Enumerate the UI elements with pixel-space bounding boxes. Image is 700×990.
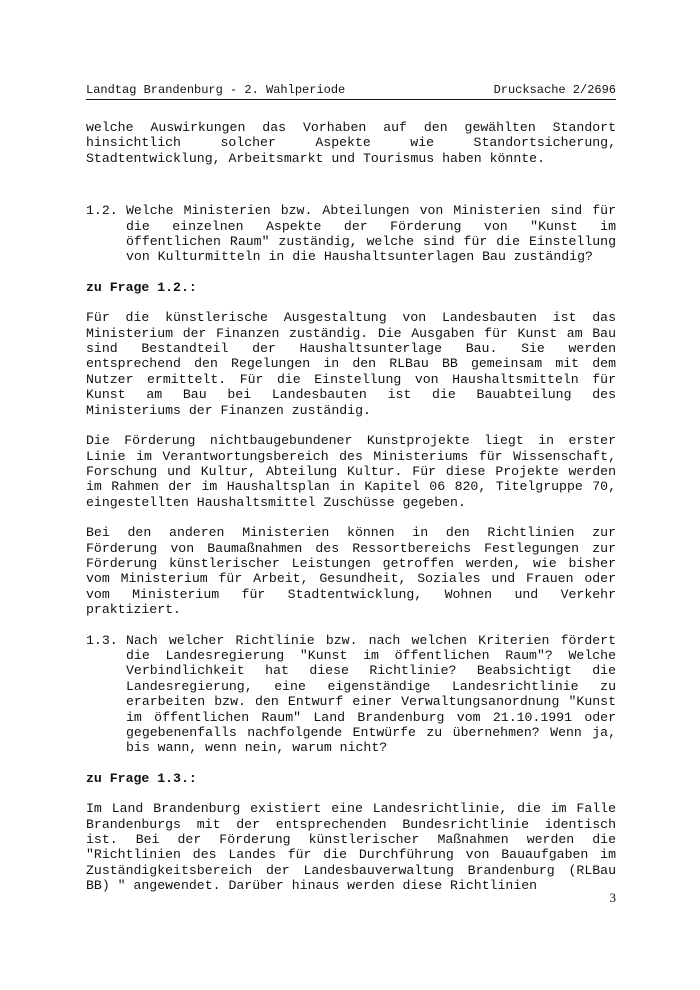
question-1-2	[86, 203, 616, 265]
question-number: 1.3.	[86, 632, 118, 648]
spacer	[86, 181, 616, 203]
answer-heading-1-2: zu Frage 1.2.:	[86, 279, 197, 295]
header-parliament: Landtag Brandenburg - 2. Wahlperiode	[86, 83, 346, 97]
question-text: Nach welcher Richtlinie bzw. nach welchen Kriterien fördert die Landesregierung "Kunst im öffentlichen Raum"? Welche Verbindlichkeit hat diese Richtlinie? Beabsichtigt die Landesregierung, eine eigenständige Landesrichtlinie zu erarbeiten bzw. den Entwurf einer Verwaltungsanordnung "Kunst im öffentlichen Raum" Land Brandenburg vom 21.10.1991 oder gegebenenfalls nachfolgende Entwürfe zu übernehmen? Wenn ja, bis wann, wenn nein, warum nicht?	[126, 632, 616, 756]
answer-paragraph: Bei den anderen Ministerien können in den Richtlinien zur Förderung von Baumaßnahmen des Ressortbereichs Festlegungen zur Förderung künstlerischer Leistungen getroffen werden, wie bisher vom Ministerium für Arbeit, Gesundheit, Soziales und Frauen oder vom Ministerium für Stadtentwicklung, Wohnen und Verkehr praktiziert.	[86, 525, 616, 618]
page-number: 3	[609, 890, 616, 905]
answer-paragraph: Im Land Brandenburg existiert eine Landesrichtlinie, die im Falle Brandenburgs mit der entsprechenden Bundesrichtlinie identisch ist. Bei der Förderung künstlerischer Maßnahmen werden die "Richtlinien des Landes für die Durchführung von Bauaufgaben im Zuständigkeitsbereich der Landesbauverwaltung Brandenburg (RLBau BB) " angewendet. Darüber hinaus werden diese Richtlinien	[86, 801, 616, 894]
answer-paragraph: Die Förderung nichtbaugebundener Kunstprojekte liegt in erster Linie im Verantwortungsbereich des Ministeriums für Wissenschaft, Forschung und Kultur, Abteilung Kultur. Für diese Projekte werden im Rahmen der im Haushaltsplan in Kapitel 06 820, Titelgruppe 70, eingestellten Haushaltsmittel Zuschüsse gegeben.	[86, 433, 616, 510]
question-text: Welche Ministerien bzw. Abteilungen von Ministerien sind für die einzelnen Aspekte der Förderung von "Kunst im öffentlichen Raum" zuständig, welche sind für die Einstellung von Kulturmitteln in die Haushaltsunterlagen Bau zuständig?	[126, 203, 616, 265]
intro-paragraph: welche Auswirkungen das Vorhaben auf den gewählten Standort hinsichtlich solcher Aspekte wie Standortsicherung, Stadtentwicklung, Arbeitsmarkt und Tourismus haben könnte.	[86, 120, 616, 166]
question-number: 1.2.	[86, 203, 118, 219]
header-document-number: Drucksache 2/2696	[493, 83, 616, 97]
page-header	[86, 82, 616, 100]
answer-paragraph: Für die künstlerische Ausgestaltung von Landesbauten ist das Ministerium der Finanzen zuständig. Die Ausgaben für Kunst am Bau sind Bestandteil der Haushaltsunterlage Bau. Sie werden entsprechend den Regelungen in den RLBau BB gemeinsam mit dem Nutzer ermittelt. Für die Einstellung von Haushaltsmitteln für Kunst am Bau bei Landesbauten ist die Bauabteilung des Ministeriums der Finanzen zuständig.	[86, 310, 616, 418]
question-1-3	[86, 633, 616, 756]
answer-heading-1-3: zu Frage 1.3.:	[86, 770, 197, 786]
document-body	[86, 120, 616, 894]
